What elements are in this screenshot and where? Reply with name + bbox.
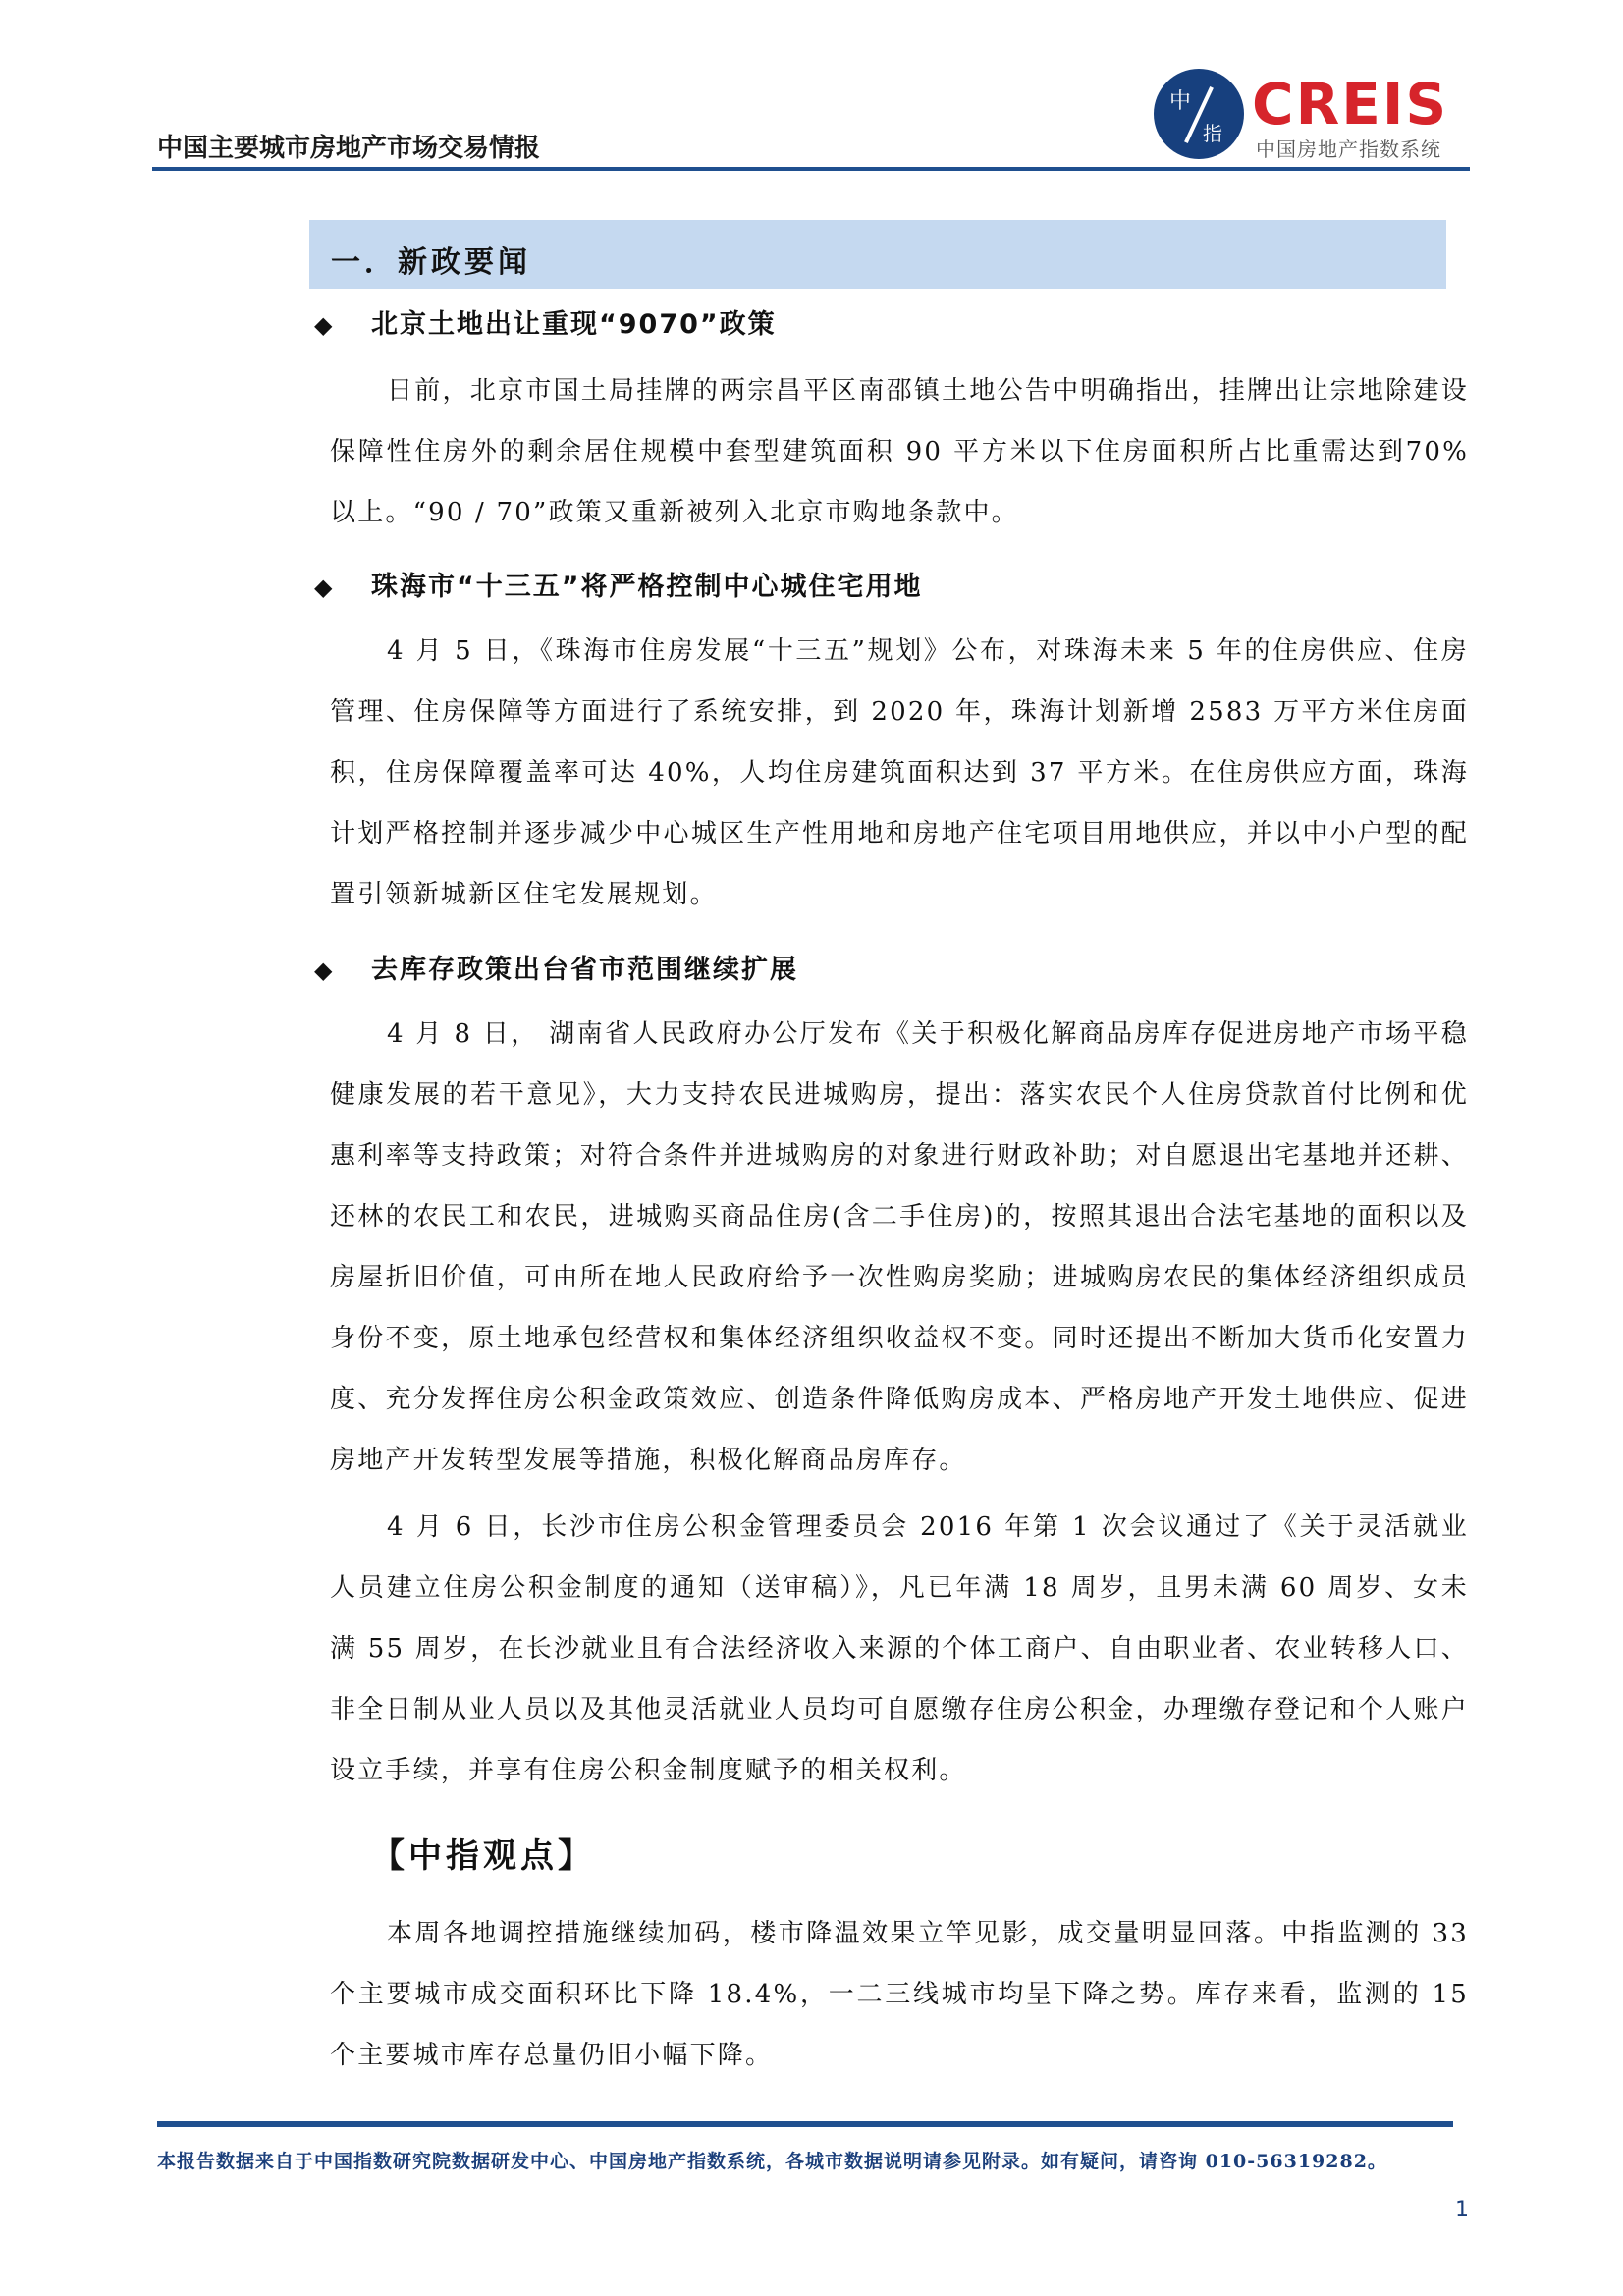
header-divider [152, 167, 1470, 171]
news-paragraph-1: 日前，北京市国土局挂牌的两宗昌平区南邵镇土地公告中明确指出，挂牌出让宗地除建设保障性住房外的剩余居住规模中套型建筑面积 90 平方米以下住房面积所占比重需达到70%以上。“90 / 70”政策又重新被列入北京市购地条款中。 [330, 376, 1469, 527]
news-heading-1: ◆ 北京土地出让重现“9070”政策 [314, 309, 777, 340]
news-paragraph-4: 4 月 6 日，长沙市住房公积金管理委员会 2016 年第 1 次会议通过了《关于灵活就业人员建立住房公积金制度的通知（送审稿）》，凡已年满 18 周岁，且男未满 60 周岁、女未满 55 周岁，在长沙就业且有合法经济收入来源的个体工商户、自由职业者、农业转移人口、非全日制从业人员以及其他灵活就业人员均可自愿缴存住房公积金，办理缴存登记和个人账户设立手续，并享有住房公积金制度赋予的相关权利。 [330, 1512, 1469, 1785]
viewpoint-title: 【中指观点】 [371, 1836, 595, 1876]
footer-divider [157, 2121, 1453, 2127]
viewpoint-paragraph: 本周各地调控措施继续加码，楼市降温效果立竿见影，成交量明显回落。中指监测的 33 个主要城市成交面积环比下降 18.4%，一二三线城市均呈下降之势。库存来看，监测的 15 个主要城市库存总量仍旧小幅下降。 [330, 1919, 1469, 2070]
logo-wordmark: CREIS [1252, 71, 1449, 137]
section-title: 一．新政要闻 [331, 246, 531, 280]
page-number: 1 [1455, 2198, 1469, 2222]
section-heading-bar [309, 220, 1446, 289]
news-heading-3: ◆ 去库存政策出台省市范围继续扩展 [314, 955, 798, 985]
diamond-bullet-icon: ◆ [314, 311, 333, 339]
report-title: 中国主要城市房地产市场交易情报 [157, 134, 541, 163]
logo-emblem-icon [1154, 69, 1244, 159]
news-paragraph-2: 4 月 5 日，《珠海市住房发展“十三五”规划》公布，对珠海未来 5 年的住房供应、住房管理、住房保障等方面进行了系统安排，到 2020 年，珠海计划新增 2583 万平方米住房面积，住房保障覆盖率可达 40%，人均住房建筑面积达到 37 平方米。在住房供应方面，珠海计划严格控制并逐步减少中心城区生产性用地和房地产住宅项目用地供应，并以中小户型的配置引领新城新区住宅发展规划。 [330, 636, 1469, 909]
creis-logo [1154, 69, 1478, 167]
news-paragraph-3: 4 月 8 日， 湖南省人民政府办公厅发布《关于积极化解商品房库存促进房地产市场平稳健康发展的若干意见》，大力支持农民进城购房，提出：落实农民个人住房贷款首付比例和优惠利率等支持政策；对符合条件并进城购房的对象进行财政补助；对自愿退出宅基地并还耕、还林的农民工和农民，进城购买商品住房(含二手住房)的，按照其退出合法宅基地的面积以及房屋折旧价值，可由所在地人民政府给予一次性购房奖励；进城购房农民的集体经济组织成员身份不变，原土地承包经营权和集体经济组织收益权不变。同时还提出不断加大货币化安置力度、充分发挥住房公积金政策效应、创造条件降低购房成本、严格房地产开发土地供应、促进房地产开发转型发展等措施，积极化解商品房库存。 [330, 1019, 1469, 1475]
logo-subtitle: 中国房地产指数系统 [1256, 137, 1441, 161]
diamond-bullet-icon: ◆ [314, 574, 333, 601]
footer-note: 本报告数据来自于中国指数研究院数据研发中心、中国房地产指数系统，各城市数据说明请参见附录。如有疑问，请咨询 010-56319282。 [157, 2151, 1387, 2172]
logo-emblem-char-2: 指 [1203, 122, 1222, 145]
news-heading-2: ◆ 珠海市“十三五”将严格控制中心城住宅用地 [314, 572, 923, 602]
logo-emblem-char-1: 中 [1169, 89, 1192, 114]
diamond-bullet-icon: ◆ [314, 957, 333, 984]
